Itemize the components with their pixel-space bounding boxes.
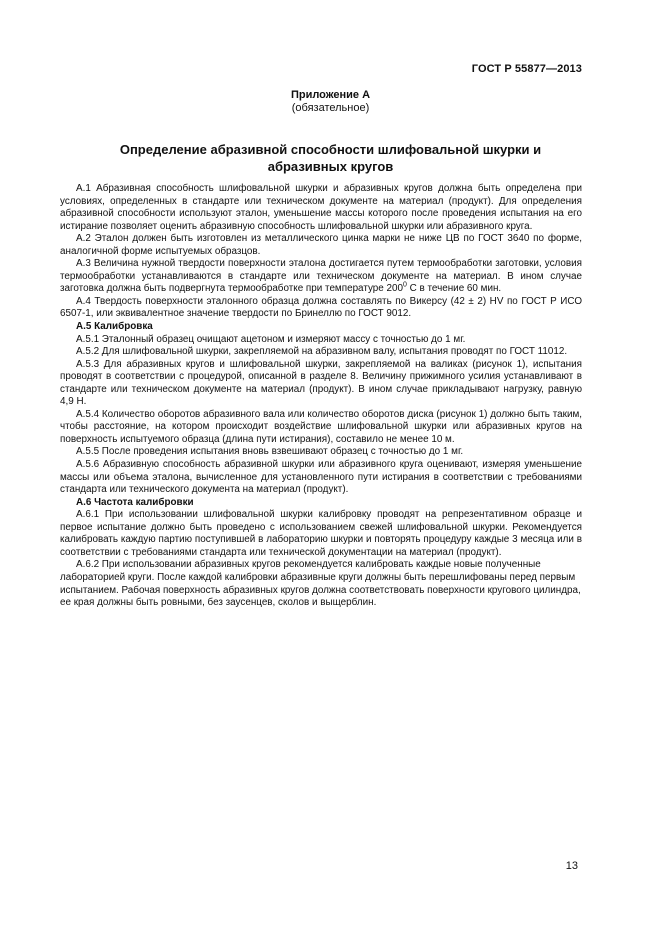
degree-superscript: 0 <box>403 282 407 290</box>
section-a5-heading: А.5 Калибровка <box>76 321 153 333</box>
paragraph-a5-6: А.5.6 Абразивную способность абразивной шкурки или абразивного круга оценивают, измеряя уменьшение массы или объема эталона, вычисленное для установленного пути истирания в соответствии с требованиями стандарта или технического документа на материал (продукт). <box>60 459 582 496</box>
annex-subtitle: (обязательное) <box>291 102 370 114</box>
section-a6-heading: А.6 Частота калибровки <box>76 496 194 508</box>
paragraph-a5-1: А.5.1 Эталонный образец очищают ацетоном и измеряют массу с точностью до 1 мг. <box>76 333 466 345</box>
paragraph-a4: А.4 Твердость поверхности эталонного образца должна составлять по Викерсу (42 ± 2) HV по ГОСТ Р ИСО 6507-1, или эквивалентное значение твердости по Бринеллю по ГОСТ 9012. <box>60 295 582 320</box>
paragraph-a6-2: А.6.2 При использовании абразивных кругов рекомендуется калибровать каждые новые полученные лабораторией круги. После каждой калибровки абразивные круги должны быть перешлифованы перед первым испытанием. Рабочая поверхность абразивных кругов должна соответствовать поверхности кругового цилиндра, ее края должны быть ровными, без заусенцев, сколов и выщерблин. <box>60 559 581 609</box>
paragraph-a5-2: А.5.2 Для шлифовальной шкурки, закрепляемой на абразивном валу, испытания проводят по ГОСТ 11012. <box>76 346 568 358</box>
paragraph-a5-4: А.5.4 Количество оборотов абразивного вала или количество оборотов диска (рисунок 1) должно быть таким, чтобы расстояние, на котором происходит воздействие шлифовальной шкурки или абразивных кругов на поверхность испытуемого образца (длина пути истирания), составило не менее 10 м. <box>60 408 582 445</box>
annex-title: Приложение А <box>290 89 371 101</box>
paragraph-a5-3: А.5.3 Для абразивных кругов и шлифовальной шкурки, закрепляемой на валиках (рисунок 1), испытания проводят в соответствии с процедурой, описанной в разделе 8. Величину прижимного усилия устанавливают в стандарте или техническом документе на материал (продукт). В ином случае прикладывают нагрузку, равную 4,9 Н. <box>60 358 582 408</box>
paragraph-a3-end: С в течение 60 мин. <box>406 283 502 295</box>
paragraph-a3-text: А.3 Величина нужной твердости поверхности эталона достигается путем термообработки заготовки, условия термообработки устанавливаются в стандарте или техническом документе на материал. В ином случае заготовка должна быть подвергнута термообработке при температуре 200 <box>60 258 582 295</box>
page-number: 13 <box>565 860 578 872</box>
paragraph-a3 <box>60 258 582 296</box>
document-title: Определение абразивной способности шлифовальной шкурки и абразивных кругов <box>119 142 542 174</box>
document-body <box>60 183 582 610</box>
document-code: ГОСТ Р 55877—2013 <box>471 63 582 75</box>
paragraph-a6-1: А.6.1 При использовании шлифовальной шкурки калибровку проводят на репрезентативном образце и первое испытание должно быть проведено с использованием свежей шлифовальной шкурки. Рекомендуется калибровать каждую партию поступившей в лабораторию шкурки и повторять процедуру каждые 3 месяца или в соответствии с требованиями стандарта или технической документации на материал (продукт). <box>60 509 582 558</box>
paragraph-a1: А.1 Абразивная способность шлифовальной шкурки и абразивных кругов должна быть определена при условиях, определенных в стандарте или техническом документе на материал (продукт). Для определения абразивной способности используют эталон, уменьшение массы которого после проведения испытания на его истирание позволяет оценить абразивную способность шлифовальной шкурки или абразивного круга. <box>60 183 582 232</box>
paragraph-a2: А.2 Эталон должен быть изготовлен из металлического цинка марки не ниже ЦВ по ГОСТ 3640 по форме, аналогичной форме испытуемых образцов. <box>60 233 582 257</box>
paragraph-a5-5: А.5.5 После проведения испытания вновь взвешивают образец с точностью до 1 мг. <box>76 446 464 458</box>
annex-heading <box>0 89 661 115</box>
